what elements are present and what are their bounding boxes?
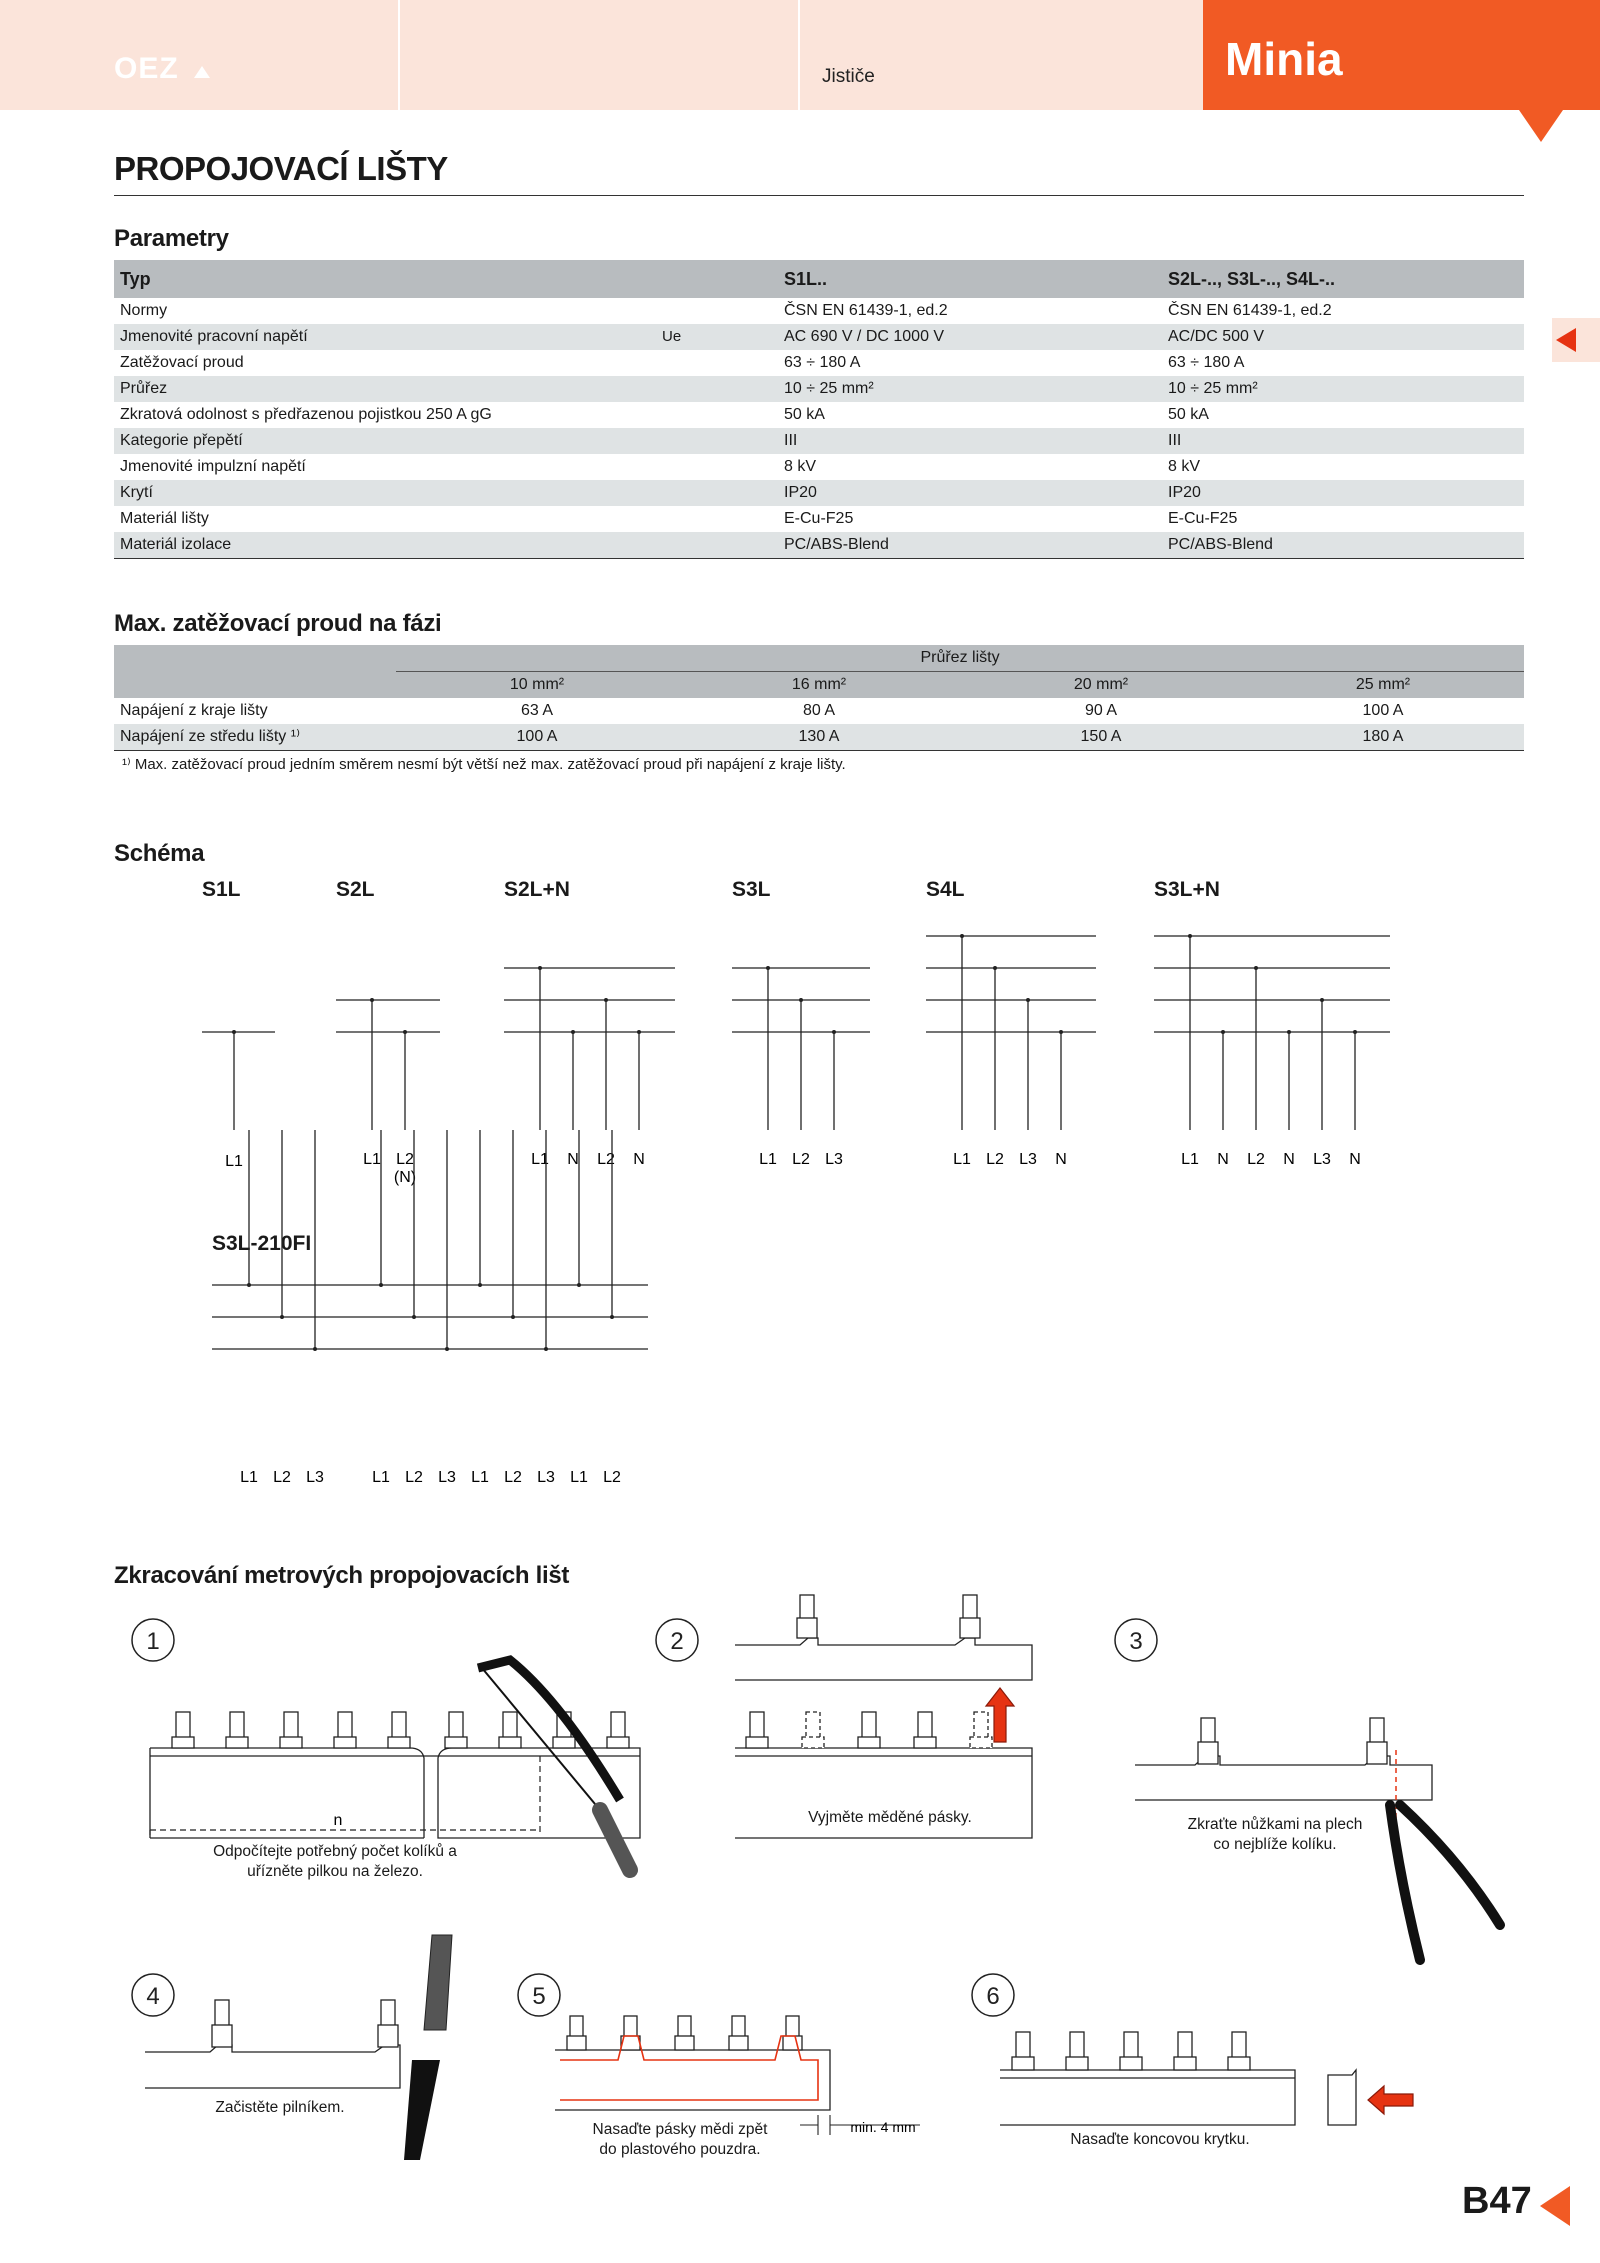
param-v1: 50 kA (784, 406, 825, 423)
schema-type-s2ln: S2L+N (504, 878, 570, 901)
pin-label: L2 (273, 1469, 291, 1486)
pin-label: L1 (363, 1151, 381, 1168)
col-typ: Typ (114, 260, 656, 298)
param-v1: 8 kV (784, 458, 817, 475)
pin-label: L2 (405, 1469, 423, 1486)
pin-label: L3 (1313, 1151, 1331, 1168)
param-v2: 10 ÷ 25 mm² (1162, 376, 1524, 402)
param-v1: E-Cu-F25 (784, 510, 854, 527)
pin-label: N (1283, 1151, 1295, 1168)
pin-label: L1 (471, 1469, 489, 1486)
pin-label: L1 (953, 1151, 971, 1168)
table-row: Napájení z kraje lišty 63 A 80 A 90 A 100 A (120, 702, 1404, 719)
col-25: 25 mm² (1242, 672, 1524, 699)
param-v2: IP20 (1162, 480, 1524, 506)
schema-type-s4l: S4L (926, 878, 965, 901)
step1-caption: Odpočítejte potřebný počet kolíků a uřízněte pilkou na železo. (213, 1843, 457, 1880)
schema-type-s3ln: S3L+N (1154, 878, 1220, 901)
step6-caption: Nasaďte koncovou krytku. (1070, 2131, 1250, 2148)
pin-label: L2 (603, 1469, 621, 1486)
pin-label: L2 (597, 1151, 615, 1168)
table-row: Napájení ze středu lišty ¹⁾ 100 A 130 A 150 A 180 A (114, 724, 1524, 751)
pin-label: N (567, 1151, 579, 1168)
page-title: PROPOJOVACÍ LIŠTY (114, 150, 448, 187)
param-v1: AC 690 V / DC 1000 V (778, 324, 1162, 350)
arrow-up-icon (986, 1688, 1014, 1742)
param-v1: ČSN EN 61439-1, ed.2 (784, 302, 948, 319)
pin-label: L1 (759, 1151, 777, 1168)
footnote: ¹⁾ Max. zatěžovací proud jedním směrem nesmí být větší než max. zatěžovací proud při napájení z kraje lišty. (122, 756, 846, 773)
dim-min: min. 4 mm (850, 2119, 916, 2135)
pin-label: N (1217, 1151, 1229, 1168)
param-v1: IP20 (778, 480, 1162, 506)
pin-label: L1 (240, 1469, 258, 1486)
pin-label: L2 (504, 1469, 522, 1486)
col-s2l: S2L-.., S3L-.., S4L-.. (1162, 260, 1524, 298)
step5-caption: Nasaďte pásky mědi zpět do plastového pouzdra. (592, 2121, 768, 2158)
schema-type-s3l: S3L (732, 878, 771, 901)
pin-label: L2 (1247, 1151, 1265, 1168)
step4-strip (145, 2000, 400, 2088)
step-num: 6 (986, 1983, 1000, 2010)
pin-label: L3 (825, 1151, 843, 1168)
param-v2: AC/DC 500 V (1162, 324, 1524, 350)
pin-label: N (1055, 1151, 1067, 1168)
oez-logo: OEZ (114, 52, 179, 85)
param-v2: E-Cu-F25 (1168, 510, 1238, 527)
pin-label: L1 (531, 1151, 549, 1168)
step2-strip (735, 1595, 1032, 1680)
step-num: 4 (146, 1983, 160, 2010)
pin-label: L2 (396, 1151, 414, 1168)
step-num: 2 (670, 1628, 684, 1655)
group-label: Průřez lišty (396, 645, 1524, 672)
step-num: 1 (146, 1628, 160, 1655)
param-label: Jmenovité impulzní napětí (120, 458, 306, 475)
param-label: Zatěžovací proud (120, 354, 244, 371)
step4-caption: Začistěte pilníkem. (215, 2099, 345, 2116)
step6-bar (1000, 2032, 1356, 2125)
step-num: 5 (532, 1983, 546, 2010)
param-v1: 10 ÷ 25 mm² (778, 376, 1162, 402)
pin-label: L1 (372, 1469, 390, 1486)
param-label: Jmenovité pracovní napětí (114, 324, 656, 350)
param-unit: Ue (656, 324, 778, 350)
col-16: 16 mm² (678, 672, 960, 699)
brand-name: Minia (1225, 33, 1343, 85)
step3-caption: Zkraťte nůžkami na plech co nejblíže kolíku. (1187, 1816, 1363, 1853)
step3-strip (1135, 1718, 1432, 1800)
tin-snips-icon (1390, 1805, 1500, 1960)
step-num: 3 (1129, 1628, 1143, 1655)
current-heading: Max. zatěžovací proud na fázi (114, 610, 442, 637)
step5-bar (555, 2016, 830, 2110)
pin-label: L2 (986, 1151, 1004, 1168)
pin-label: L2 (792, 1151, 810, 1168)
dim-n: n (333, 1812, 343, 1829)
pin-label: L3 (306, 1469, 324, 1486)
schema-type-fi: S3L-210FI (212, 1232, 312, 1255)
step2-caption: Vyjměte měděné pásky. (808, 1809, 972, 1826)
cutting-heading: Zkracování metrových propojovacích lišt (114, 1562, 570, 1589)
page-arrow-icon (1540, 2186, 1570, 2226)
col-20: 20 mm² (960, 672, 1242, 699)
pin-label: L3 (537, 1469, 555, 1486)
param-v2: PC/ABS-Blend (1162, 532, 1524, 559)
param-v2: ČSN EN 61439-1, ed.2 (1168, 302, 1332, 319)
param-v2: 8 kV (1168, 458, 1201, 475)
page-number: B47 (1462, 2180, 1532, 2222)
param-v2: III (1162, 428, 1524, 454)
param-v1: III (778, 428, 1162, 454)
step1-bar (150, 1712, 640, 1838)
pin-label: L1 (1181, 1151, 1199, 1168)
schema-type-s1l: S1L (202, 878, 241, 901)
param-label: Průřez (114, 376, 656, 402)
pin-label: N (1349, 1151, 1361, 1168)
param-label: Normy (120, 302, 168, 319)
param-label: Zkratová odolnost s předřazenou pojistkou 250 A gG (120, 406, 492, 423)
param-v2: 50 kA (1168, 406, 1209, 423)
col-10: 10 mm² (396, 672, 678, 699)
pin-label: N (633, 1151, 645, 1168)
pin-label: L1 (225, 1153, 243, 1170)
arrow-left-icon (1368, 2086, 1413, 2114)
param-label: Materiál lišty (120, 510, 209, 527)
params-heading: Parametry (114, 225, 229, 252)
col-s1l: S1L.. (778, 260, 1162, 298)
schema-heading: Schéma (114, 840, 205, 867)
file-icon (404, 1935, 452, 2160)
param-label: Krytí (114, 480, 656, 506)
pin-label: (N) (393, 1169, 417, 1186)
pin-label: L3 (1019, 1151, 1037, 1168)
end-cap (1328, 2070, 1356, 2125)
header-category: Jističe (822, 66, 875, 87)
param-v1: PC/ABS-Blend (778, 532, 1162, 559)
param-v2: 63 ÷ 180 A (1168, 354, 1245, 371)
schema-type-s2l: S2L (336, 878, 375, 901)
param-label: Kategorie přepětí (114, 428, 656, 454)
pin-label: L1 (570, 1469, 588, 1486)
param-label: Materiál izolace (114, 532, 656, 559)
pin-label: L3 (438, 1469, 456, 1486)
param-v1: 63 ÷ 180 A (784, 354, 861, 371)
